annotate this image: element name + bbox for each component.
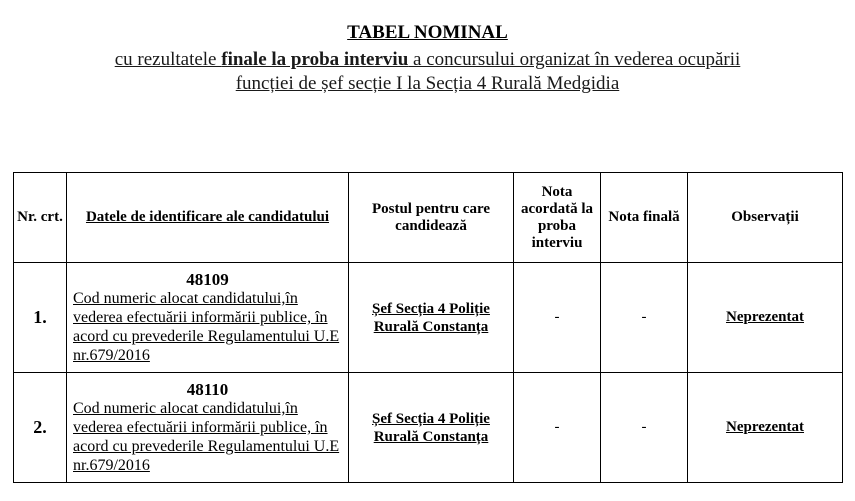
subtitle-text-c: a concursului organizat în vederea ocupării <box>408 49 741 70</box>
post-cell: Șef Secția 4 Poliție Rurală Constanța <box>349 263 514 373</box>
header-nr: Nr. crt. <box>14 173 67 263</box>
header-observatii: Observații <box>688 173 843 263</box>
subtitle-text-b: finale la proba interviu <box>221 49 409 70</box>
header-nota-finala: Nota finală <box>601 173 688 263</box>
candidate-cell <box>67 373 349 483</box>
header-candidate: Datele de identificare ale candidatului <box>67 173 349 263</box>
candidate-cell <box>67 263 349 373</box>
row-number: 1. <box>14 263 67 373</box>
row-number: 2. <box>14 373 67 483</box>
observatii-cell: Neprezentat <box>688 373 843 483</box>
nota-interviu-cell: - <box>514 263 601 373</box>
subtitle-line-2: funcției de șef secție I la Secția 4 Rurală Medgidia <box>235 73 620 94</box>
observatii-cell: Neprezentat <box>688 263 843 373</box>
subtitle-text-a: cu rezultatele <box>114 49 222 70</box>
header-nota-interviu: Nota acordată la proba interviu <box>514 173 601 263</box>
table-row <box>14 263 843 373</box>
nota-finala-cell: - <box>601 373 688 483</box>
document-title: TABEL NOMINAL <box>347 22 508 43</box>
results-table <box>13 172 843 483</box>
candidate-description: Cod numeric alocat candidatului,în vederea efectuării informării publice, în acord cu prevederile Regulamentului U.E nr.679/2016 <box>73 400 340 474</box>
header-row <box>14 173 843 263</box>
nota-interviu-cell: - <box>514 373 601 483</box>
candidate-code: 48109 <box>186 270 229 289</box>
candidate-code: 48110 <box>186 380 229 399</box>
nota-finala-cell: - <box>601 263 688 373</box>
document-subtitle <box>0 48 855 96</box>
header-post: Postul pentru care candidează <box>349 173 514 263</box>
candidate-description: Cod numeric alocat candidatului,în vederea efectuării informării publice, în acord cu prevederile Regulamentului U.E nr.679/2016 <box>73 290 340 364</box>
table-row <box>14 373 843 483</box>
post-cell: Șef Secția 4 Poliție Rurală Constanța <box>349 373 514 483</box>
